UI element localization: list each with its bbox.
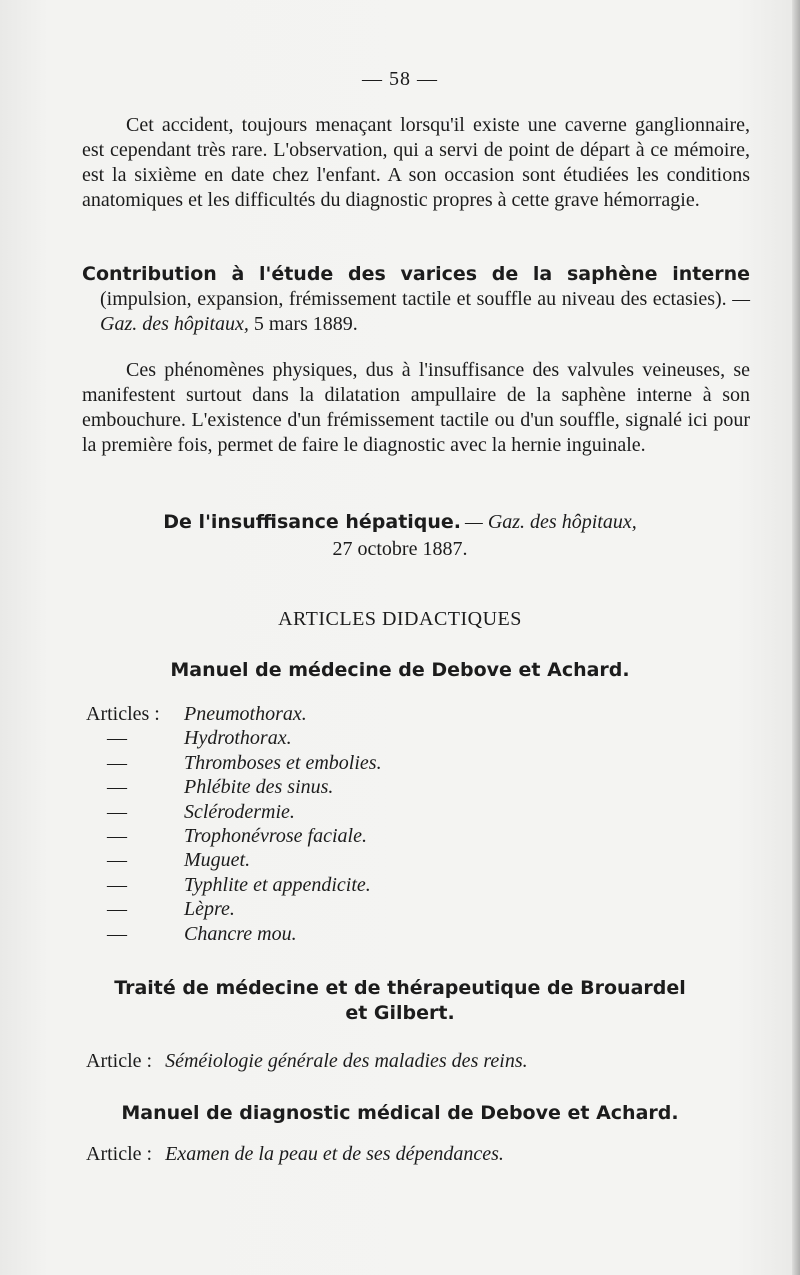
article-title: Thromboses et embolies. [184,751,382,774]
ditto-dash: — [107,825,127,847]
ditto-mark [86,800,184,824]
paragraph-text: Cet accident, toujours menaçant lorsqu'il existe une caverne ganglionnaire, est cependant très rare. L'observation, qui a servi de point de départ à ce mémoire, est la sixième en date chez l'enfant. A son occasion sont étudiées les conditions anatomiques et les difficultés du diagnostic propres à cette grave hémorragie. [82,114,750,211]
paragraph-hemorrhage [82,113,750,213]
article-row [86,824,367,848]
entry-date: 5 mars 1889. [253,313,358,335]
ditto-mark [86,726,184,750]
ditto-dash: — [107,800,127,823]
entry-citation [82,287,750,337]
article-title: Phlébite des sinus. [184,776,334,799]
article-title: Trophonévrose faciale. [184,825,367,847]
ditto-mark [86,922,184,946]
ditto-dash: — [107,849,127,872]
article-row [86,873,371,897]
book-title-brouardel-gilbert [0,976,800,1026]
paragraph-text: Ces phénomènes physiques, dus à l'insuffisance des valvules veineuses, se manifestent surtout dans la dilatation ampullaire de la saphène interne à son embouchure. L'existence d'un frémissement tactile ou d'un souffle, signalé ici pour la première fois, permet de faire le diagnostic avec la hernie inguinale. [82,359,750,456]
ditto-dash: — [107,898,127,921]
book-title: Manuel de diagnostic médical de Debove et Achard. [121,1102,679,1124]
entry-subtitle: (impulsion, expansion, frémissement tactile et souffle au niveau des ectasies). [100,288,727,310]
section-heading: ARTICLES DIDACTIQUES [278,608,522,630]
article-row [86,1142,504,1166]
articles-label: Articles : [86,703,160,725]
ditto-dash: — [107,776,127,799]
entry-varices [82,262,750,337]
article-title: Sclérodermie. [184,800,295,823]
book-title-diagnostic [0,1102,800,1124]
article-row [86,702,307,726]
article-row [86,897,235,921]
entry-journal: — Gaz. des hôpitaux, [100,288,751,335]
book-title-line2: et Gilbert. [345,1002,455,1024]
book-title-debove-achard [0,659,800,681]
article-title: Séméiologie générale des maladies des reins. [165,1050,528,1072]
article-row [86,775,333,799]
page-number: — 58 — [362,68,438,90]
article-row [86,726,292,750]
article-title: Examen de la peau et de ses dépendances. [165,1143,504,1165]
ditto-mark [86,897,184,921]
article-title: Typhlite et appendicite. [184,873,371,896]
ditto-dash: — [107,922,127,945]
entry-title: Contribution à l'étude des varices de la saphène interne [82,263,750,285]
book-title: Manuel de médecine de Debove et Achard. [170,659,630,681]
article-row [86,751,382,775]
entry-date: 27 octobre 1887. [332,538,468,560]
article-row [86,922,297,946]
article-title: Lèpre. [184,898,235,921]
ditto-mark [86,873,184,897]
article-label: Article : [86,1143,153,1165]
ditto-mark [86,775,184,799]
article-row [86,800,295,824]
ditto-dash: — [107,751,127,774]
ditto-mark [86,751,184,775]
article-label: Article : [86,1050,153,1072]
article-row [86,1049,528,1073]
article-title: Hydrothorax. [184,727,292,750]
article-title: Pneumothorax. [184,703,307,725]
book-title-line1: Traité de médecine et de thérapeutique de Brouardel [114,977,686,999]
ditto-mark [86,824,184,848]
article-title: Chancre mou. [184,922,297,945]
entry-title: De l'insuffisance hépatique. [163,511,462,533]
ditto-mark [86,848,184,872]
article-row [86,848,250,872]
ditto-dash: — [107,873,127,896]
entry-insuffisance [0,510,800,562]
article-title: Muguet. [184,849,251,872]
entry-title-line [0,510,800,536]
entry-journal: — Gaz. des hôpitaux, [465,511,637,533]
ditto-dash: — [107,727,127,750]
paragraph-varices [82,358,750,458]
